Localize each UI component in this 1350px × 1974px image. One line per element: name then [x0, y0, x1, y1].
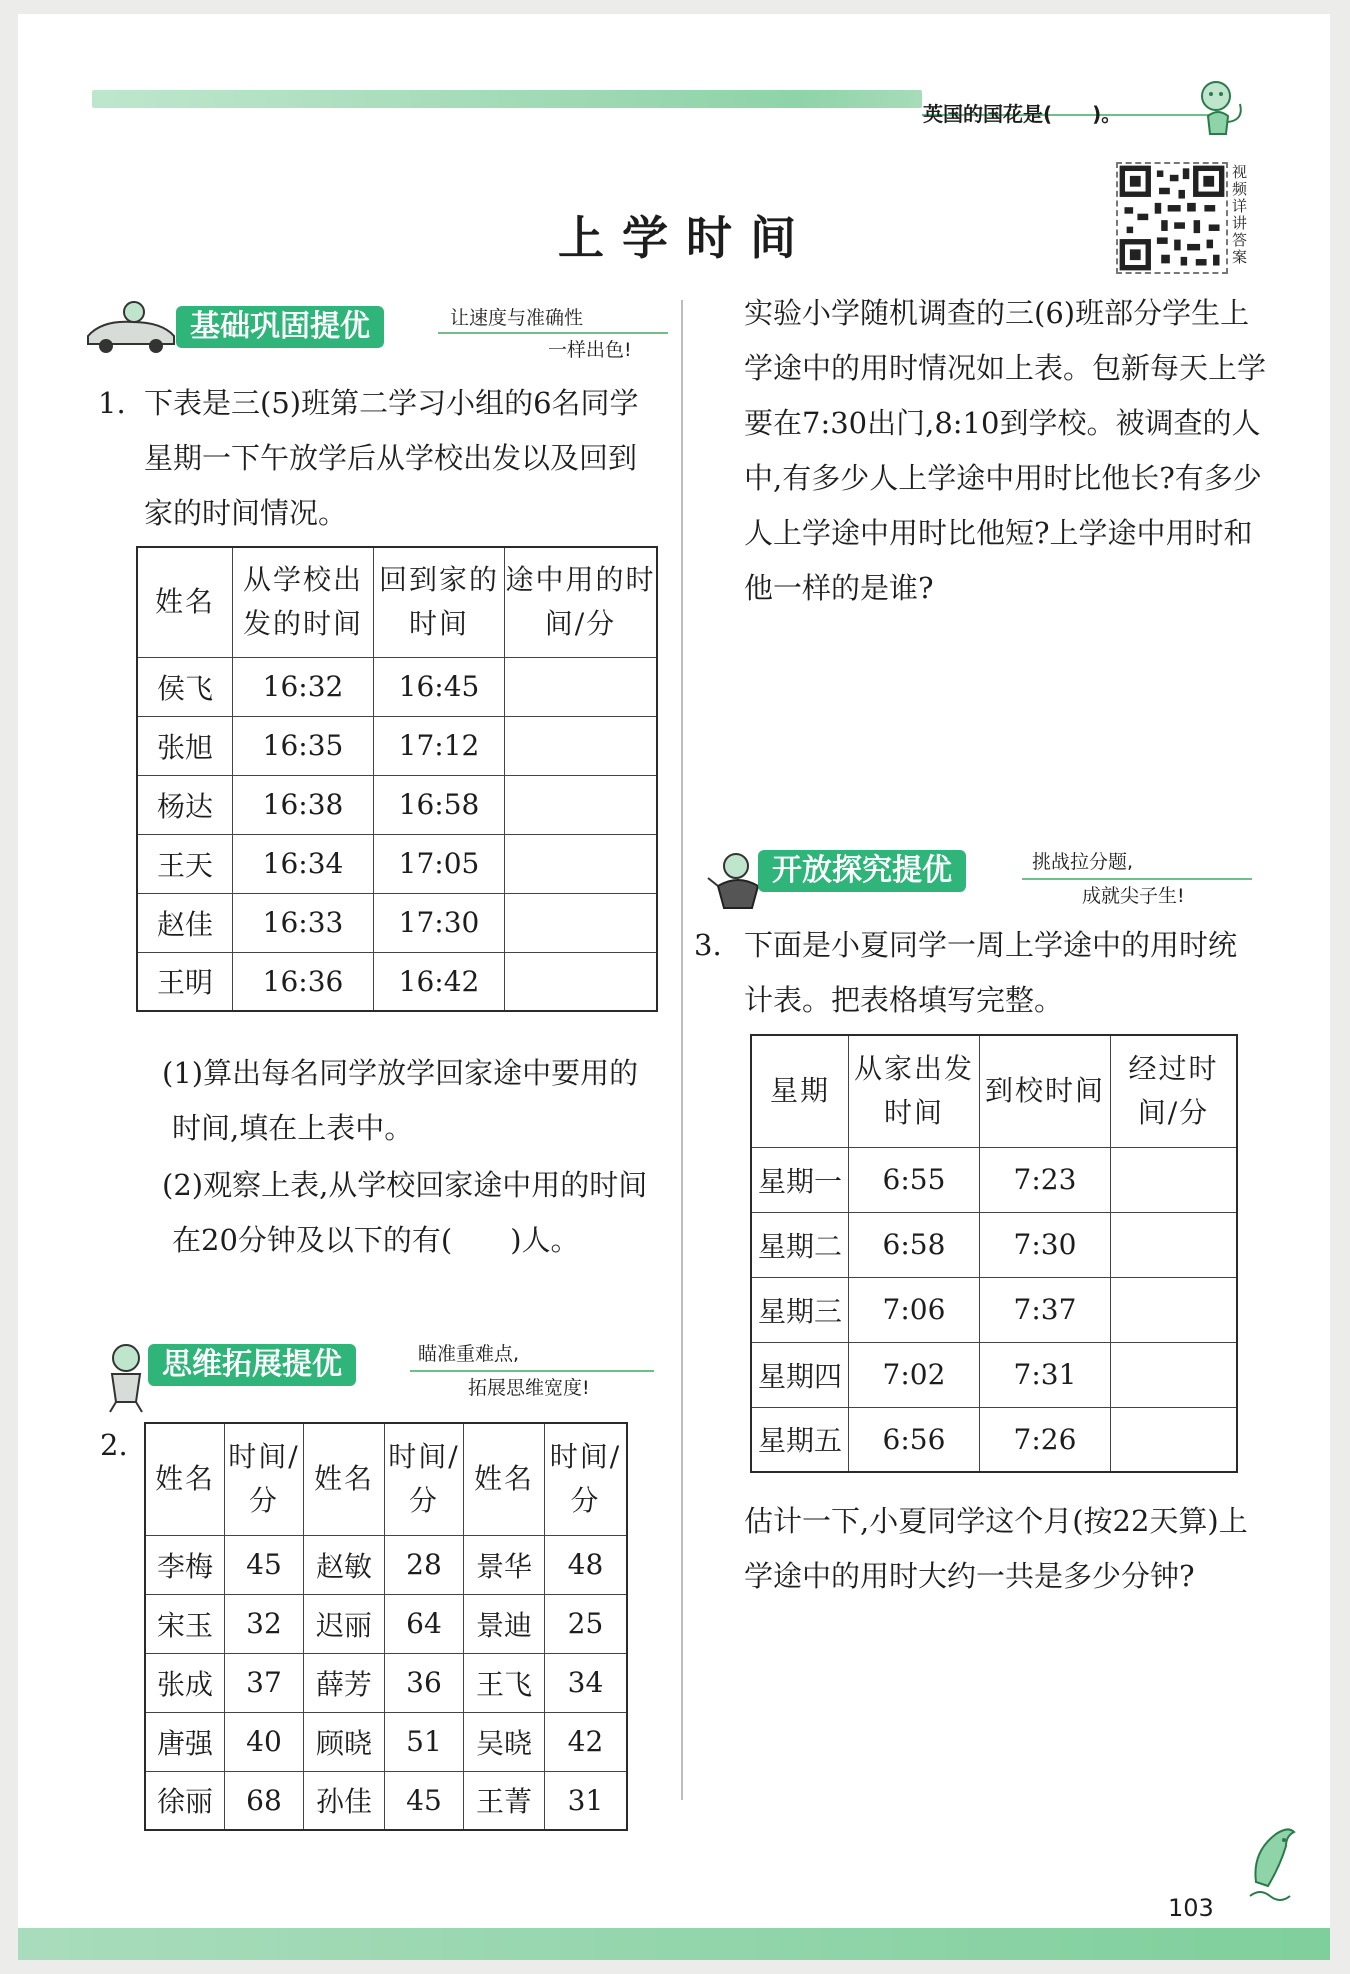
q2-cell: 34 — [545, 1653, 628, 1712]
q2-header-cell: 时间/分 — [545, 1423, 628, 1535]
q2-cell: 40 — [225, 1712, 304, 1771]
q3-tail: 估计一下,小夏同学这个月(按22天算)上学途中的用时大约一共是多少分钟? — [744, 1504, 1248, 1593]
header-quiz: 英国的国花是( )。 — [923, 102, 1122, 126]
q2-cell: 李梅 — [145, 1535, 225, 1594]
q3-cell: 星期四 — [751, 1342, 849, 1407]
q1-sub1: (1)算出每名同学放学回家途中要用的时间,填在上表中。 — [162, 1056, 639, 1145]
q2-cell: 顾晓 — [304, 1712, 385, 1771]
q3-cell: 星期五 — [751, 1407, 849, 1472]
q2-cell: 25 — [545, 1594, 628, 1653]
q3-cell: 7:26 — [980, 1407, 1111, 1472]
column-divider — [681, 300, 683, 1800]
q1-header-cell: 姓名 — [137, 547, 233, 657]
q1-cell: 16:35 — [233, 716, 374, 775]
q2-cell: 徐丽 — [145, 1771, 225, 1830]
q2-header-cell: 姓名 — [145, 1423, 225, 1535]
q1-cell: 16:42 — [374, 952, 505, 1011]
car-kid-icon — [82, 296, 182, 356]
q1-cell: 16:36 — [233, 952, 374, 1011]
q3-answer-cell[interactable] — [1111, 1342, 1238, 1407]
q3-answer-cell[interactable] — [1111, 1212, 1238, 1277]
q1-cell: 王明 — [137, 952, 233, 1011]
q3-answer-cell[interactable] — [1111, 1277, 1238, 1342]
q3-cell: 6:55 — [849, 1147, 980, 1212]
banner-rule — [410, 1370, 654, 1372]
kid-icon — [96, 1340, 156, 1414]
q2-cell: 32 — [225, 1594, 304, 1653]
q1-text: 下表是三(5)班第二学习小组的6名同学星期一下午放学后从学校出发以及回到家的时间情况。 — [144, 386, 639, 530]
workbook-page — [18, 14, 1330, 1960]
q2-cell: 孙佳 — [304, 1771, 385, 1830]
q2-text: 实验小学随机调查的三(6)班部分学生上学途中的用时情况如上表。包新每天上学要在7:30出门,8:10到学校。被调查的人中,有多少人上学途中用时比他长?有多少人上学途中用时比他短?上学途中用时和他一样的是谁? — [744, 296, 1267, 605]
q1-cell: 17:05 — [374, 834, 505, 893]
section-banner-thinking: 思维拓展提优 — [148, 1344, 356, 1386]
q3-cell: 7:02 — [849, 1342, 980, 1407]
q2-cell: 景迪 — [464, 1594, 545, 1653]
q2-cell: 吴晓 — [464, 1712, 545, 1771]
q3-answer-cell[interactable] — [1111, 1407, 1238, 1472]
q1-table — [136, 546, 658, 1012]
q2-cell: 64 — [385, 1594, 464, 1653]
q2-cell: 45 — [225, 1535, 304, 1594]
slogan-thinking-1: 瞄准重难点, — [418, 1343, 520, 1365]
q3-cell: 星期一 — [751, 1147, 849, 1212]
q3-cell: 7:23 — [980, 1147, 1111, 1212]
q1-cell: 17:30 — [374, 893, 505, 952]
section-banner-open: 开放探究提优 — [758, 850, 966, 892]
slogan-open-2: 成就尖子生! — [1082, 885, 1185, 907]
q1-header-cell: 从学校出发的时间 — [233, 547, 374, 657]
q1-answer-cell[interactable] — [505, 775, 658, 834]
q3-cell: 7:30 — [980, 1212, 1111, 1277]
q3-header-cell: 到校时间 — [980, 1035, 1111, 1147]
q1-cell: 杨达 — [137, 775, 233, 834]
q1-answer-cell[interactable] — [505, 834, 658, 893]
dolphin-icon — [1246, 1822, 1300, 1902]
q2-cell: 王菁 — [464, 1771, 545, 1830]
q3-table — [750, 1034, 1238, 1473]
q3-cell: 6:58 — [849, 1212, 980, 1277]
q2-header-cell: 姓名 — [304, 1423, 385, 1535]
q2-header-cell: 时间/分 — [225, 1423, 304, 1535]
q3-header-cell: 从家出发时间 — [849, 1035, 980, 1147]
q1-cell: 17:12 — [374, 716, 505, 775]
q2-header-cell: 时间/分 — [385, 1423, 464, 1535]
q2-cell: 张成 — [145, 1653, 225, 1712]
header-band — [92, 90, 922, 108]
q2-cell: 42 — [545, 1712, 628, 1771]
q2-cell: 宋玉 — [145, 1594, 225, 1653]
q2-cell: 37 — [225, 1653, 304, 1712]
q1-cell: 16:32 — [233, 657, 374, 716]
qr-label: 视频详讲答案 — [1232, 163, 1248, 266]
slogan-thinking-2: 拓展思维宽度! — [468, 1377, 590, 1399]
q3-cell: 星期二 — [751, 1212, 849, 1277]
q3-cell: 7:31 — [980, 1342, 1111, 1407]
page-title: 上学时间 — [558, 211, 814, 265]
q1-answer-cell[interactable] — [505, 657, 658, 716]
q3-cell: 7:06 — [849, 1277, 980, 1342]
q1-cell: 16:33 — [233, 893, 374, 952]
q1-cell: 张旭 — [137, 716, 233, 775]
q2-cell: 36 — [385, 1653, 464, 1712]
q2-cell: 51 — [385, 1712, 464, 1771]
q2-cell: 68 — [225, 1771, 304, 1830]
q2-cell: 景华 — [464, 1535, 545, 1594]
q1-number: 1. — [98, 386, 126, 420]
q2-cell: 48 — [545, 1535, 628, 1594]
q2-cell: 赵敏 — [304, 1535, 385, 1594]
slogan-basic-1: 让速度与准确性 — [450, 307, 584, 329]
q2-cell: 迟丽 — [304, 1594, 385, 1653]
q2-cell: 薛芳 — [304, 1653, 385, 1712]
q2-cell: 28 — [385, 1535, 464, 1594]
monkey-mascot-icon — [1188, 72, 1248, 142]
qr-code-icon — [1116, 162, 1228, 274]
q1-cell: 16:58 — [374, 775, 505, 834]
q2-number: 2. — [100, 1428, 128, 1462]
q3-answer-cell[interactable] — [1111, 1147, 1238, 1212]
q2-cell: 31 — [545, 1771, 628, 1830]
q3-text: 下面是小夏同学一周上学途中的用时统计表。把表格填写完整。 — [744, 928, 1238, 1017]
q1-answer-cell[interactable] — [505, 716, 658, 775]
q1-answer-cell[interactable] — [505, 952, 658, 1011]
q2-cell: 唐强 — [145, 1712, 225, 1771]
q3-number: 3. — [694, 928, 722, 962]
q1-cell: 16:45 — [374, 657, 505, 716]
banner-rule — [438, 332, 668, 334]
q2-header-cell: 姓名 — [464, 1423, 545, 1535]
q1-cell: 16:38 — [233, 775, 374, 834]
q3-cell: 星期三 — [751, 1277, 849, 1342]
page-number: 103 — [1168, 1894, 1214, 1922]
q3-header-cell: 经过时间/分 — [1111, 1035, 1238, 1147]
q1-cell: 侯飞 — [137, 657, 233, 716]
q2-cell: 王飞 — [464, 1653, 545, 1712]
q3-cell: 7:37 — [980, 1277, 1111, 1342]
q2-table — [144, 1422, 628, 1831]
q1-cell: 16:34 — [233, 834, 374, 893]
q1-cell: 赵佳 — [137, 893, 233, 952]
q1-sub2: (2)观察上表,从学校回家途中用的时间在20分钟及以下的有( )人。 — [162, 1168, 648, 1257]
slogan-open-1: 挑战拉分题, — [1032, 851, 1134, 873]
footer-band — [18, 1928, 1330, 1960]
q2-cell: 45 — [385, 1771, 464, 1830]
slogan-basic-2: 一样出色! — [548, 339, 632, 361]
q3-header-cell: 星期 — [751, 1035, 849, 1147]
section-banner-basic: 基础巩固提优 — [176, 306, 384, 348]
banner-rule — [1022, 878, 1252, 880]
q1-header-cell: 回到家的时间 — [374, 547, 505, 657]
q3-cell: 6:56 — [849, 1407, 980, 1472]
q1-cell: 王天 — [137, 834, 233, 893]
q1-answer-cell[interactable] — [505, 893, 658, 952]
q1-header-cell: 途中用的时间/分 — [505, 547, 658, 657]
